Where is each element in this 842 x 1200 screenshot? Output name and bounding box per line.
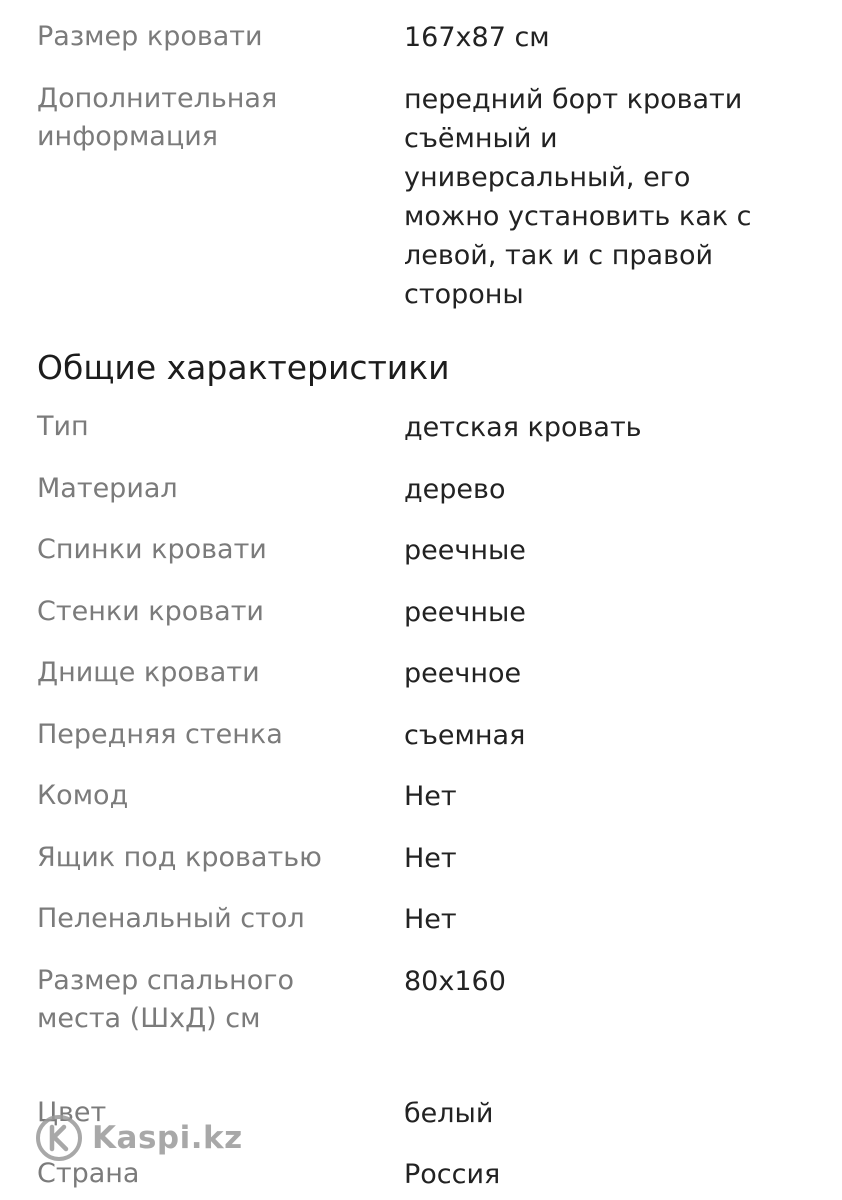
spec-value: 80x160 bbox=[404, 966, 506, 997]
spec-label: Днище кровати bbox=[37, 657, 260, 688]
spec-label: Материал bbox=[37, 473, 178, 504]
spec-label: Дополнительная информация bbox=[37, 83, 278, 152]
spec-value: 167x87 см bbox=[404, 22, 550, 53]
spec-value: детская кровать bbox=[404, 412, 642, 443]
spec-value: дерево bbox=[404, 474, 506, 505]
spec-label: Размер спального места (ШхД) см bbox=[37, 965, 294, 1034]
spec-label: Стенки кровати bbox=[37, 596, 264, 627]
spec-value: передний борт кровати съёмный и универсальный, его можно установить как с левой, так и с правой стороны bbox=[404, 84, 752, 310]
kaspi-watermark bbox=[36, 1114, 243, 1162]
spec-label: Пеленальный стол bbox=[37, 903, 305, 934]
spec-value: реечные bbox=[404, 597, 526, 628]
spec-value: Нет bbox=[404, 904, 457, 935]
spec-label: Размер кровати bbox=[37, 21, 263, 52]
spec-label: Комод bbox=[37, 780, 129, 811]
watermark-text: Kaspi.kz bbox=[92, 1120, 243, 1156]
spec-value: Нет bbox=[404, 781, 457, 812]
spec-label: Передняя стенка bbox=[37, 719, 283, 750]
spec-value: Россия bbox=[404, 1159, 501, 1190]
spec-label: Спинки кровати bbox=[37, 534, 267, 565]
kaspi-logo-icon bbox=[36, 1115, 82, 1161]
spec-label: Ящик под кроватью bbox=[37, 842, 322, 873]
spec-label: Тип bbox=[37, 411, 89, 442]
spec-label: Страна bbox=[37, 1158, 140, 1189]
section-title: Общие характеристики bbox=[37, 348, 450, 387]
spec-value: реечные bbox=[404, 535, 526, 566]
spec-value: Нет bbox=[404, 843, 457, 874]
spec-value: съемная bbox=[404, 720, 526, 751]
spec-value: белый bbox=[404, 1098, 494, 1129]
spec-value: реечное bbox=[404, 658, 522, 689]
spec-label: Цвет bbox=[37, 1097, 107, 1128]
